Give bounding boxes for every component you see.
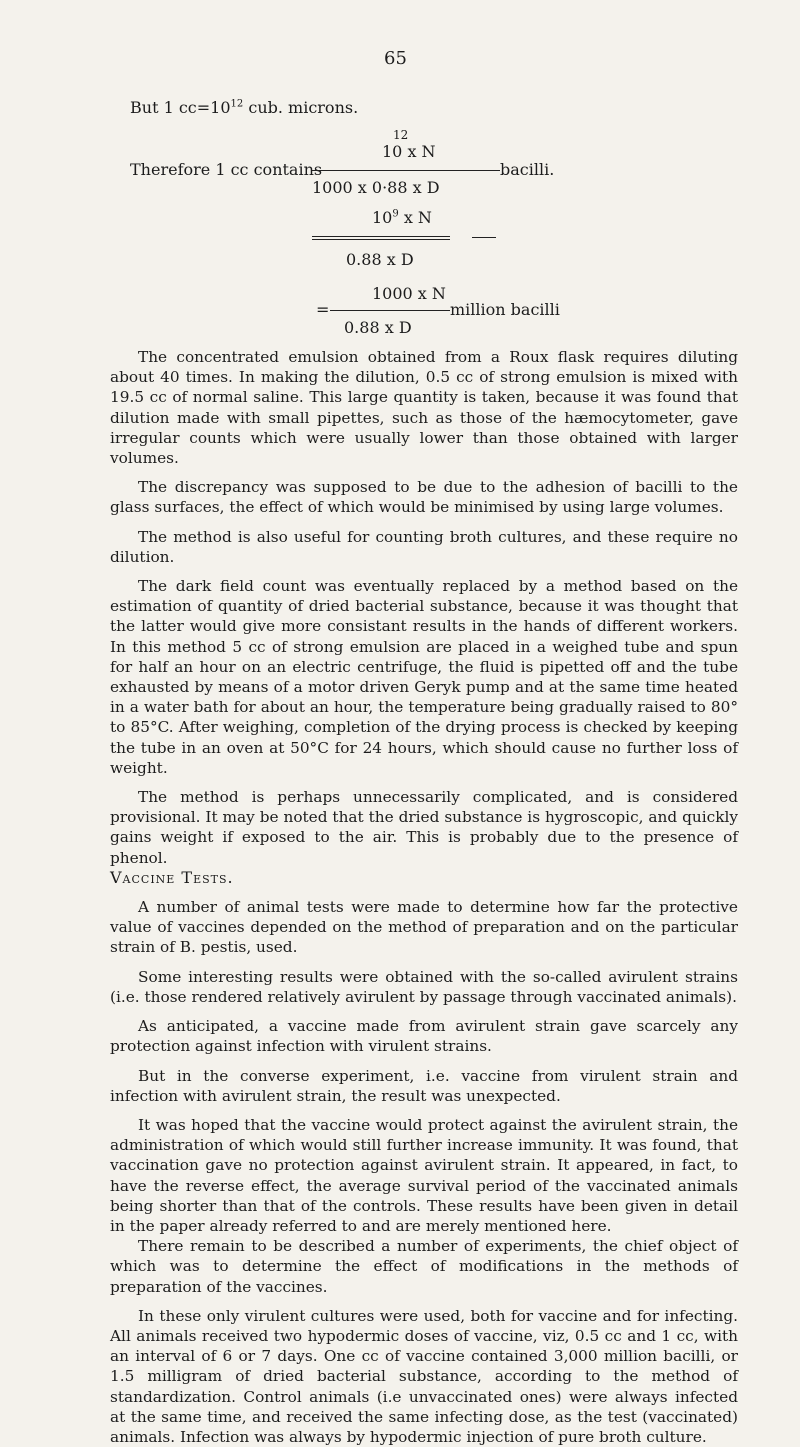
formula-denominator-3: 0.88 x D (344, 318, 412, 337)
paragraph-dilution: The concentrated emulsion obtained from a Roux flask requires diluting about 40 times. In making the dilution, 0.5 cc of strong emulsion is mixed with 19.5 cc of normal saline. This large quantity is taken, because it was found that dilution made with small pipettes, such as those of the hæmocytometer, gave irregular counts which were usually lower than those obtained with larger volumes. (110, 348, 738, 468)
formula-num2-exponent: 9 (392, 208, 399, 220)
paragraph-discrepancy: The discrepancy was supposed to be due to the adhesion of bacilli to the glass surfaces, the effect of which would be minimised by using large volumes. (110, 478, 738, 517)
paragraph-dark-field: The dark field count was eventually replaced by a method based on the estimation of quantity of dried bacterial substance, because it was thought that the latter would give more consistant results in the hands of different workers. In this method 5 cc of strong emulsion are placed in a weighed tube and spun for half an hour on an electric centrifuge, the fluid is pipetted off and the tube exhausted by means of a motor driven Geryk pump and at the same time heated in a water bath for about an hour, the temperature being gradually raised to 80° to 85°C. After weighing, completion of the drying process is checked by keeping the tube in an oven at 50°C for 24 hours, which should cause no further loss of weight. (110, 577, 738, 777)
formula-lhs: Therefore 1 cc contains (130, 160, 323, 179)
formula-numerator-1: 10 x N (382, 142, 436, 161)
formula-exponent-12: 12 (393, 128, 409, 142)
fraction-bar-2 (312, 236, 450, 237)
formula-denominator-2: 0.88 x D (346, 250, 414, 269)
paragraph-converse: But in the converse experiment, i.e. vaccine from virulent strain and infection with avirulent strain, the result was unexpected. (110, 1066, 738, 1105)
formula-rhs-1: bacilli. (500, 160, 555, 179)
paragraph-virulent-cultures: In these only virulent cultures were used, both for vaccine and for infecting. All animals received two hypodermic doses of vaccine, viz, 0.5 cc and 1 cc, with an interval of 6 or 7 days. One cc of vaccine contained 3,000 million bacilli, or 1.5 milligram of dried bacterial substance, according to the method of standardization. Control animals (i.e unvaccinated ones) were always infected at the same time, and received the same infecting dose, as the test (vaccinated) animals. Infection was always by hypodermic injection of pure broth culture. (110, 1306, 738, 1446)
formula-denominator-1: 1000 x 0·88 x D (312, 178, 440, 197)
paragraph-anticipated: As anticipated, a vaccine made from avirulent strain gave scarcely any protection against infection with virulent strains. (110, 1017, 738, 1056)
paragraph-animal-tests: A number of animal tests were made to determine how far the protective value of vaccines depended on the method of preparation and on the particular strain of B. pestis, used. (110, 898, 738, 957)
paragraph-hoped: It was hoped that the vaccine would protect against the avirulent strain, the administration of which would still further increase immunity. It was found, that vaccination gave no protection against avirulent strain. It appeared, in fact, to have the reverse effect, the average survival period of the vaccinated animals being shorter than that of the controls. These results have been given in detail in the paper already referred to and are merely mentioned here. (110, 1115, 738, 1235)
formula-line1-prefix: But 1 cc=10 (130, 98, 231, 117)
fraction-bar-1 (312, 170, 500, 171)
formula-line1-exponent: 12 (230, 98, 244, 110)
paragraph-provisional: The method is perhaps unnecessarily complicated, and is considered provisional. It may be noted that the dried substance is hygroscopic, and quickly gains weight if exposed to the air. This is probably due to the presence of phenol. (110, 788, 738, 867)
body-text-upper (110, 347, 738, 1447)
formula-line1-suffix: cub. microns. (243, 98, 359, 117)
equals-sign: = (316, 300, 330, 319)
formula-numerator-3: 1000 x N (372, 284, 446, 303)
formula-num2-rest: x N (398, 208, 432, 227)
section-heading: Vaccine Tests. (110, 867, 234, 887)
paragraph-experiments: There remain to be described a number of experiments, the chief object of which was to determine the effect of modifications in the methods of preparation of the vaccines. (110, 1237, 738, 1296)
page-number: 65 (384, 48, 407, 69)
fraction-bar-3 (330, 310, 450, 311)
formula-num2-base: 10 (372, 208, 393, 227)
formula-numerator-2 (372, 208, 432, 227)
paragraph-avirulent: Some interesting results were obtained with the so-called avirulent strains (i.e. those rendered relatively avirulent by passage through vaccinated animals). (110, 967, 738, 1006)
formula-rhs-3: million bacilli (450, 300, 560, 319)
paragraph-broth: The method is also useful for counting broth cultures, and these require no dilution. (110, 527, 738, 566)
formula-line-1 (130, 98, 358, 117)
fraction-bar-2b (312, 239, 450, 240)
fraction-bar-2c (472, 237, 496, 238)
